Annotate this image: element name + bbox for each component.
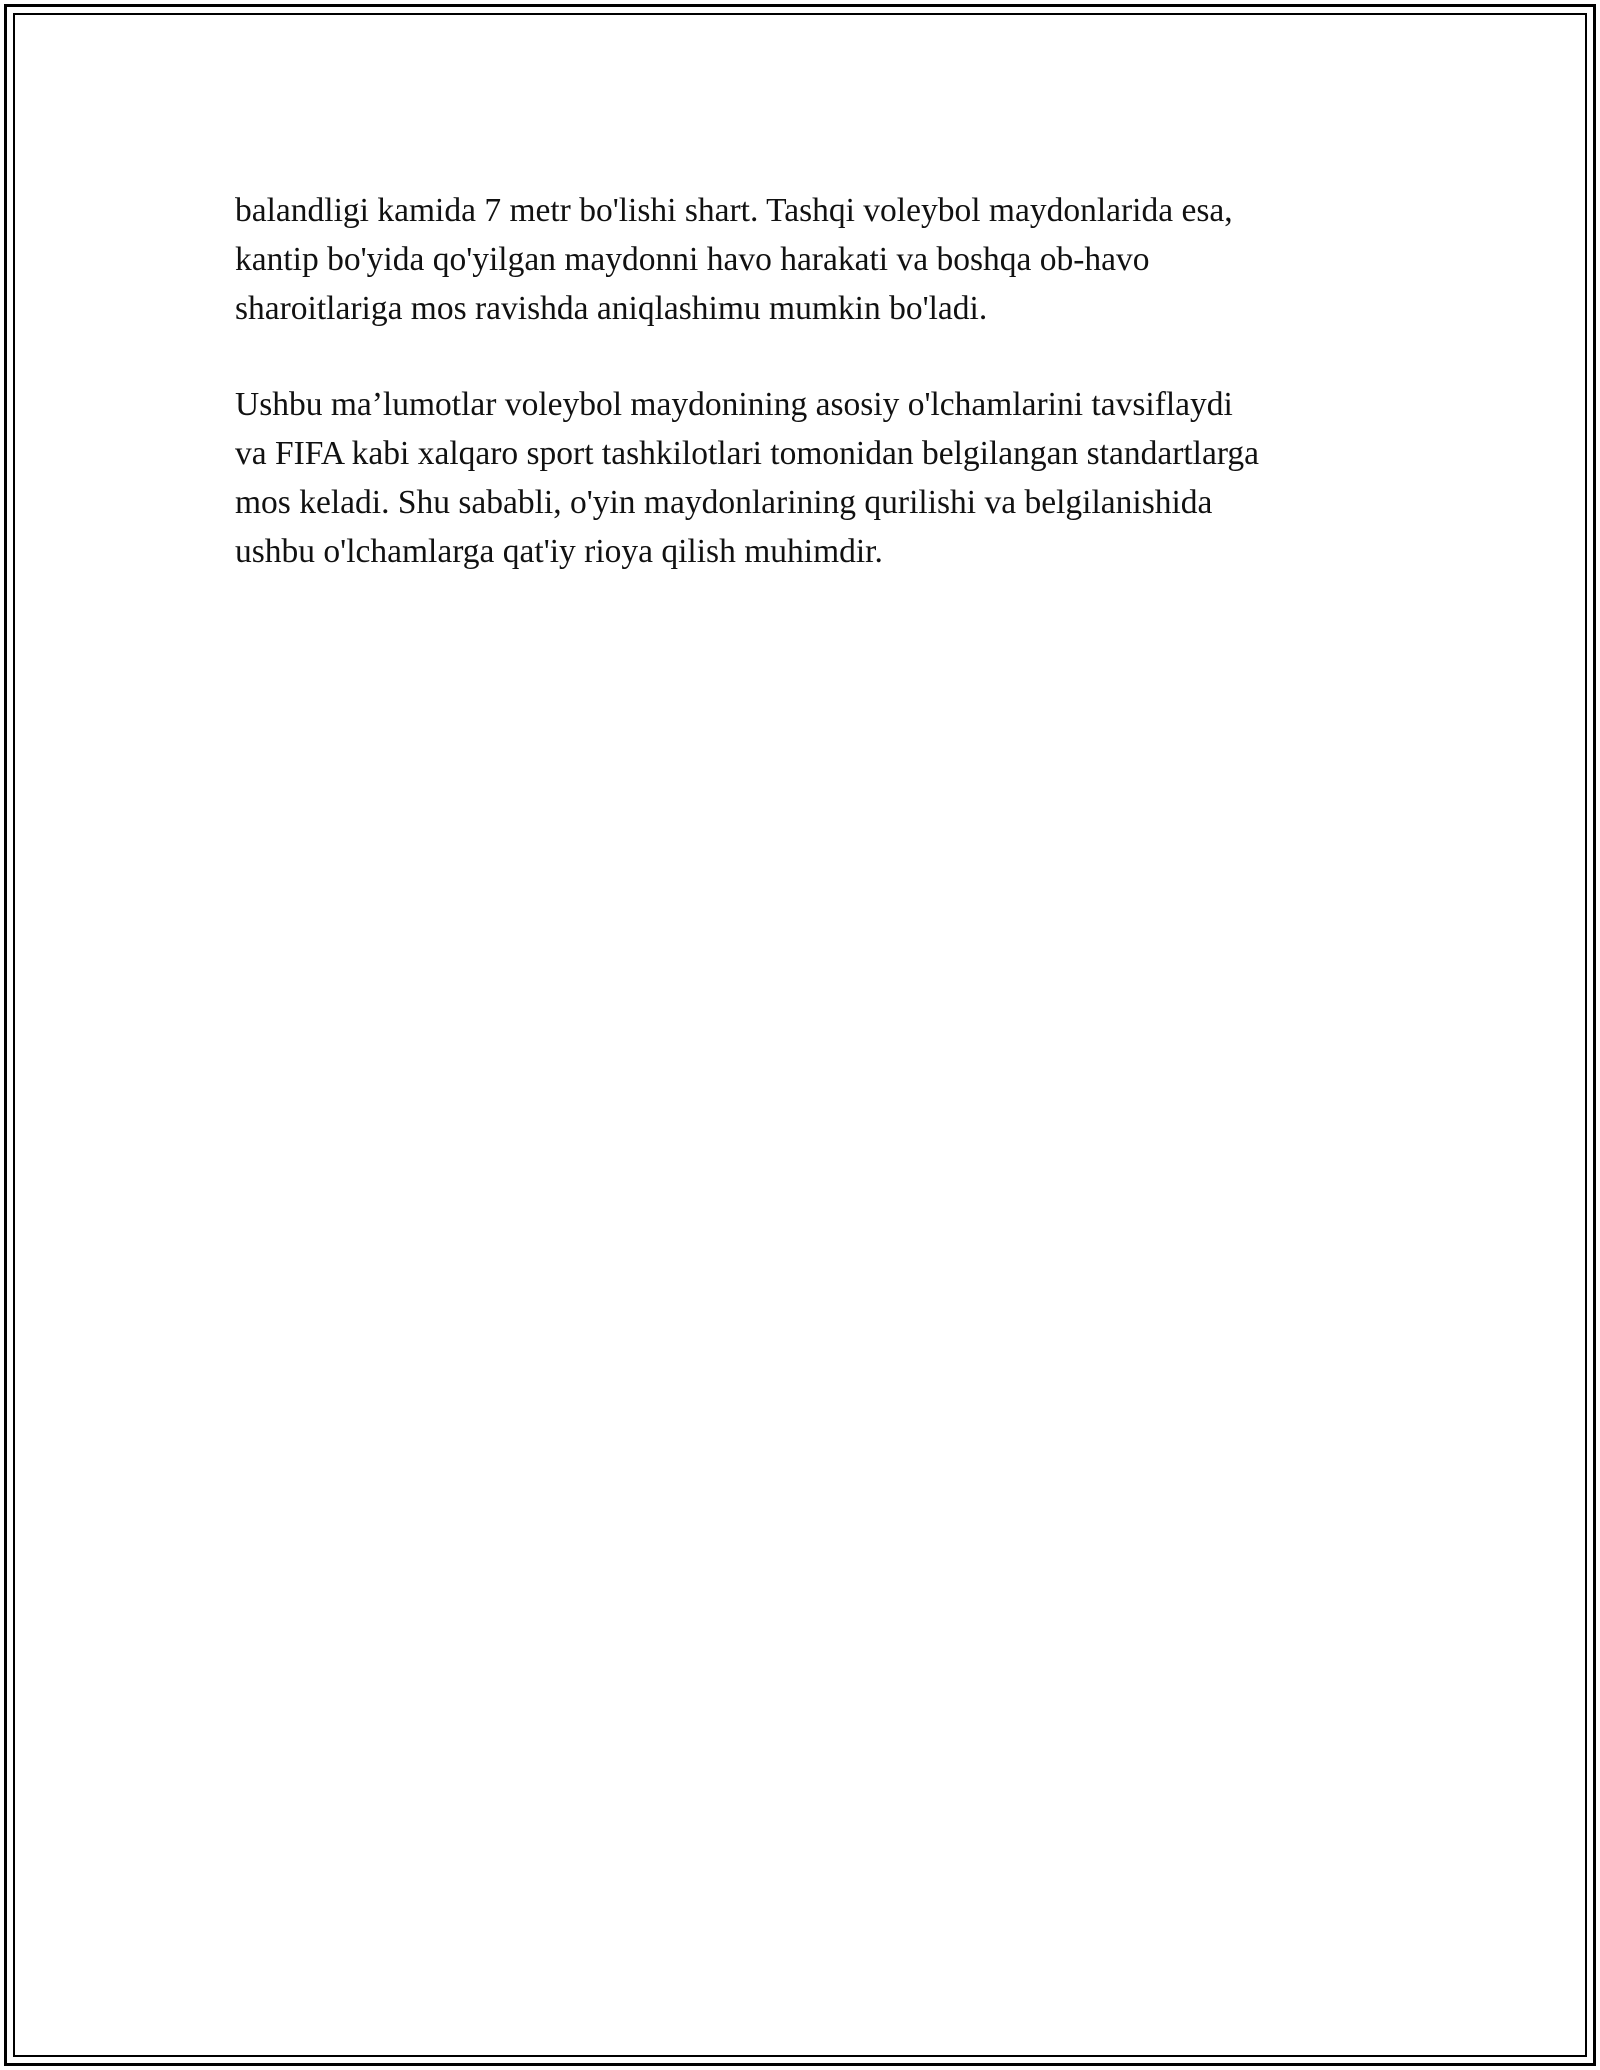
paragraph-line: Ushbu ma’lumotlar voleybol maydonining asosiy o'lchamlarini tavsiflaydi — [235, 386, 1233, 423]
paragraph-1 — [235, 186, 1395, 333]
document-body — [235, 186, 1395, 576]
paragraph-line: sharoitlariga mos ravishda aniqlashimu mumkin bo'ladi. — [235, 290, 988, 327]
paragraph-2 — [235, 380, 1395, 576]
paragraph-line: mos keladi. Shu sababli, o'yin maydonlarining qurilishi va belgilanishida — [235, 484, 1213, 521]
paragraph-line: va FIFA kabi xalqaro sport tashkilotlari tomonidan belgilangan standartlarga — [235, 435, 1260, 472]
paragraph-line: kantip bo'yida qo'yilgan maydonni havo harakati va boshqa ob-havo — [235, 241, 1150, 278]
paragraph-line: ushbu o'lchamlarga qat'iy rioya qilish muhimdir. — [235, 533, 883, 570]
paragraph-line: balandligi kamida 7 metr bo'lishi shart. Tashqi voleybol maydonlarida esa, — [235, 192, 1233, 229]
